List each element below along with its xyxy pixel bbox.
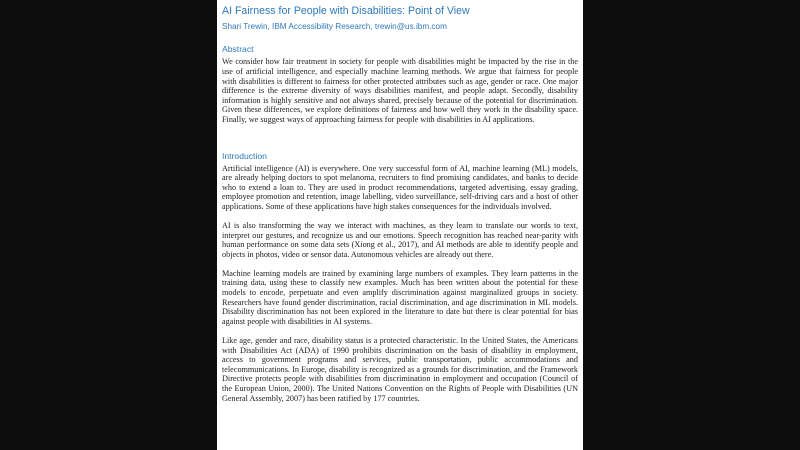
introduction-paragraph-3: Machine learning models are trained by examining large numbers of examples. They learn patterns in the training data, using these to classify new examples. Much has been written about the potential for these models to encode, perpetuate and even amplify discrimination against marginalized groups in society. Researchers have found gender discrimination, racial discrimination, and age discrimination in ML models. Disability discrimination has not been explored in the literature to date but there is clear potential for bias against people with disabilities in AI systems. xyxy=(222,268,578,326)
introduction-paragraph-4: Like age, gender and race, disability status is a protected characteristic. In the United States, the Americans with Disabilities Act (ADA) of 1990 prohibits discrimination on the basis of disability in employment, access to government programs and services, public transportation, public accommodations and telecommunications. In Europe, disability is recognized as a grounds for discrimination, and the Framework Directive protects people with disabilities from discrimination in employment and occupation (Council of the European Union, 2000). The United Nations Convention on the Rights of People with Disabilities (UN General Assembly, 2007) has been ratified by 177 countries. xyxy=(222,335,578,403)
page-title: AI Fairness for People with Disabilities: Point of View xyxy=(222,5,470,17)
introduction-paragraph-1: Artificial intelligence (AI) is everywhere. One very successful form of AI, machine learning (ML) models, are already helping doctors to spot melanoma, recruiters to find promising candidates, and banks to decide who to extend a loan to. They are used in product recommendations, targeted advertising, essay grading, employee promotion and retention, image labelling, video surveillance, self-driving cars and a host of other applications. Some of these applications have high stakes consequences for the individuals involved. xyxy=(222,163,578,211)
paper-page xyxy=(217,0,583,450)
section-heading-abstract: Abstract xyxy=(222,44,254,55)
author-line: Shari Trewin, IBM Accessibility Research, trewin@us.ibm.com xyxy=(222,21,447,31)
introduction-paragraph-2: AI is also transforming the way we interact with machines, as they learn to translate our words to text, interpret our gestures, and recognize us and our emotions. Speech recognition has reached near-parity with human performance on some data sets (Xiong et al., 2017), and AI methods are able to identify people and objects in photos, video or sensor data. Autonomous vehicles are already out there. xyxy=(222,221,578,259)
section-heading-introduction: Introduction xyxy=(222,150,267,161)
abstract-paragraph: We consider how fair treatment in society for people with disabilities might be impacted by the rise in the use of artificial intelligence, and especially machine learning methods. We argue that fairness for people with disabilities is different to fairness for other protected attributes such as age, gender or race. One major difference is the extreme diversity of ways disabilities manifest, and people adapt. Secondly, disability information is highly sensitive and not always shared, precisely because of the potential for discrimination. Given these differences, we explore definitions of fairness and how well they work in the disability space. Finally, we suggest ways of approaching fairness for people with disabilities in AI applications. xyxy=(222,57,578,124)
